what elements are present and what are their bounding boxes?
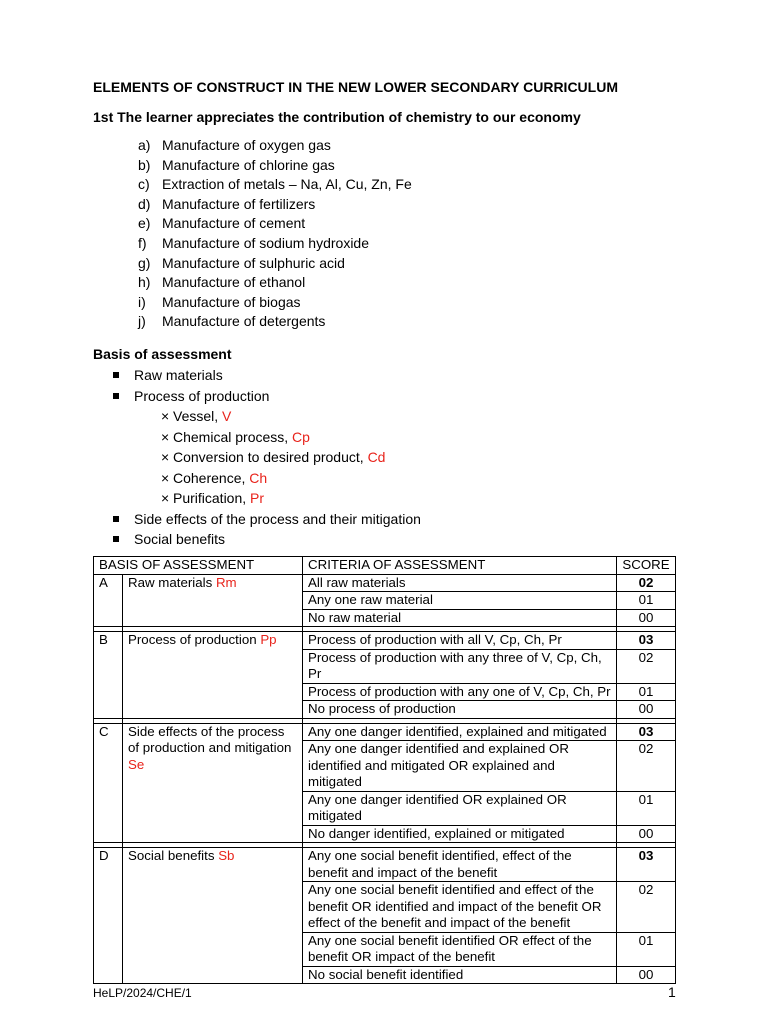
- assessment-table: [93, 556, 676, 984]
- sub-item-text: Conversion to desired product,: [173, 449, 368, 465]
- score-cell: 01: [617, 932, 676, 966]
- criteria-cell: Any one social benefit identified and effect of the benefit OR identified and impact of the benefit OR effect of the benefit and impact of the benefit: [303, 882, 617, 933]
- basis-cell: [123, 848, 303, 984]
- score-cell: 01: [617, 791, 676, 825]
- sub-item-code: Ch: [249, 469, 268, 486]
- score-cell: 03: [617, 723, 676, 741]
- header-basis: BASIS OF ASSESSMENT: [94, 557, 303, 575]
- list-item: [113, 386, 421, 407]
- criteria-cell: Any one danger identified OR explained OR mitigated: [303, 791, 617, 825]
- criteria-cell: Process of production with all V, Cp, Ch, Pr: [303, 632, 617, 650]
- sub-list-item: [113, 488, 421, 509]
- list-item: [138, 273, 412, 293]
- footer-document-code: HeLP/2024/CHE/1: [93, 986, 192, 1000]
- criteria-cell: Any one social benefit identified, effect of the benefit and impact of the benefit: [303, 848, 617, 882]
- criteria-cell: No raw material: [303, 609, 617, 627]
- sub-list-item: [113, 406, 421, 427]
- sub-item-text: Vessel,: [173, 408, 223, 424]
- basis-cell: [123, 723, 303, 843]
- basis-code: Pp: [260, 632, 277, 647]
- list-item-text: Social benefits: [134, 531, 226, 547]
- score-cell: 03: [617, 632, 676, 650]
- list-marker: d): [138, 195, 151, 212]
- table-row: [94, 632, 676, 650]
- list-item: [138, 214, 412, 234]
- list-item: [138, 312, 412, 332]
- criteria-cell: No danger identified, explained or mitigated: [303, 825, 617, 843]
- list-marker: h): [138, 274, 151, 291]
- square-bullet-icon: [113, 536, 119, 542]
- score-cell: 02: [617, 574, 676, 592]
- score-cell: 00: [617, 966, 676, 984]
- topic-list: [138, 136, 412, 332]
- list-item-text: Extraction of metals – Na, Al, Cu, Zn, Fe: [162, 176, 412, 193]
- score-cell: 02: [617, 741, 676, 792]
- list-marker: a): [138, 137, 151, 153]
- list-item: [138, 293, 412, 313]
- list-item-text: Process of production: [134, 387, 270, 404]
- list-item: [113, 365, 421, 386]
- basis-code: Sb: [218, 848, 235, 863]
- list-marker: c): [138, 176, 150, 193]
- criteria-cell: Any one social benefit identified OR effect of the benefit OR impact of the benefit: [303, 932, 617, 966]
- score-cell: 03: [617, 848, 676, 882]
- list-item-text: Manufacture of fertilizers: [162, 195, 316, 212]
- list-item-text: Manufacture of chlorine gas: [162, 156, 335, 173]
- list-item: [113, 529, 421, 550]
- criteria-cell: Any one raw material: [303, 592, 617, 610]
- criteria-cell: No process of production: [303, 701, 617, 719]
- row-letter: C: [94, 723, 123, 843]
- multiply-bullet-icon: ×: [161, 428, 170, 445]
- sub-item-code: Cp: [292, 428, 310, 445]
- list-item: [113, 509, 421, 530]
- list-item-text: Manufacture of sodium hydroxide: [162, 234, 369, 251]
- list-item-text: Manufacture of ethanol: [162, 274, 306, 291]
- learning-outcome-heading: 1st The learner appreciates the contribution of chemistry to our economy: [93, 109, 581, 125]
- sub-list-item: [113, 427, 421, 448]
- criteria-cell: Any one danger identified and explained OR identified and mitigated OR explained and mitigated: [303, 741, 617, 792]
- basis-code: Se: [128, 756, 145, 772]
- sub-item-text: Coherence,: [173, 469, 250, 486]
- table-row: [94, 848, 676, 882]
- table-header-row: [94, 557, 676, 575]
- list-marker: b): [138, 156, 151, 173]
- list-item: [138, 136, 412, 156]
- score-cell: 00: [617, 701, 676, 719]
- square-bullet-icon: [113, 372, 119, 378]
- sub-item-code: Pr: [250, 490, 265, 506]
- multiply-bullet-icon: ×: [161, 449, 170, 465]
- square-bullet-icon: [113, 516, 119, 522]
- list-marker: f): [138, 234, 147, 251]
- row-letter: A: [94, 574, 123, 627]
- list-item: [138, 254, 412, 274]
- score-cell: 00: [617, 609, 676, 627]
- list-item-text: Manufacture of oxygen gas: [162, 137, 331, 153]
- list-item: [138, 175, 412, 195]
- table-row: [94, 574, 676, 592]
- multiply-bullet-icon: ×: [161, 469, 170, 486]
- list-item-text: Manufacture of biogas: [162, 293, 301, 310]
- score-cell: 01: [617, 592, 676, 610]
- document-heading: ELEMENTS OF CONSTRUCT IN THE NEW LOWER SECONDARY CURRICULUM: [93, 79, 618, 95]
- basis-cell: [123, 574, 303, 627]
- sub-item-code: V: [222, 408, 232, 424]
- list-item-text: Raw materials: [134, 367, 223, 383]
- basis-label: Process of production: [128, 632, 261, 647]
- header-score: SCORE: [617, 557, 676, 575]
- multiply-bullet-icon: ×: [161, 490, 170, 506]
- table-row: [94, 723, 676, 741]
- list-item-text: Manufacture of sulphuric acid: [162, 254, 345, 271]
- list-marker: j): [138, 313, 146, 330]
- score-cell: 01: [617, 683, 676, 701]
- page-number: 1: [668, 984, 676, 1000]
- score-cell: 02: [617, 882, 676, 933]
- score-cell: 00: [617, 825, 676, 843]
- list-marker: e): [138, 215, 151, 232]
- header-criteria: CRITERIA OF ASSESSMENT: [303, 557, 617, 575]
- list-item: [138, 156, 412, 176]
- basis-code: Rm: [215, 574, 237, 590]
- square-bullet-icon: [113, 393, 119, 399]
- criteria-cell: No social benefit identified: [303, 966, 617, 984]
- basis-cell: [123, 632, 303, 719]
- basis-label: Side effects of the process of production and mitigation: [128, 723, 292, 755]
- basis-list: [113, 365, 421, 550]
- list-item: [138, 195, 412, 215]
- list-marker: g): [138, 254, 151, 271]
- criteria-cell: Any one danger identified, explained and mitigated: [303, 723, 617, 741]
- list-item-text: Manufacture of cement: [162, 215, 306, 232]
- row-letter: D: [94, 848, 123, 984]
- sub-item-text: Chemical process,: [173, 428, 293, 445]
- sub-item-code: Cd: [367, 449, 386, 465]
- sub-item-text: Purification,: [173, 490, 251, 506]
- basis-label: Raw materials: [128, 574, 216, 590]
- multiply-bullet-icon: ×: [161, 408, 170, 424]
- sub-list-item: [113, 447, 421, 468]
- list-marker: i): [138, 293, 146, 310]
- basis-label: Social benefits: [128, 848, 219, 863]
- list-item: [138, 234, 412, 254]
- score-cell: 02: [617, 649, 676, 683]
- sub-list-item: [113, 468, 421, 489]
- list-item-text: Manufacture of detergents: [162, 313, 326, 330]
- criteria-cell: All raw materials: [303, 574, 617, 592]
- criteria-cell: Process of production with any one of V, Cp, Ch, Pr: [303, 683, 617, 701]
- list-item-text: Side effects of the process and their mitigation: [134, 510, 421, 527]
- criteria-cell: Process of production with any three of V, Cp, Ch, Pr: [303, 649, 617, 683]
- basis-of-assessment-heading: Basis of assessment: [93, 346, 232, 362]
- row-letter: B: [94, 632, 123, 719]
